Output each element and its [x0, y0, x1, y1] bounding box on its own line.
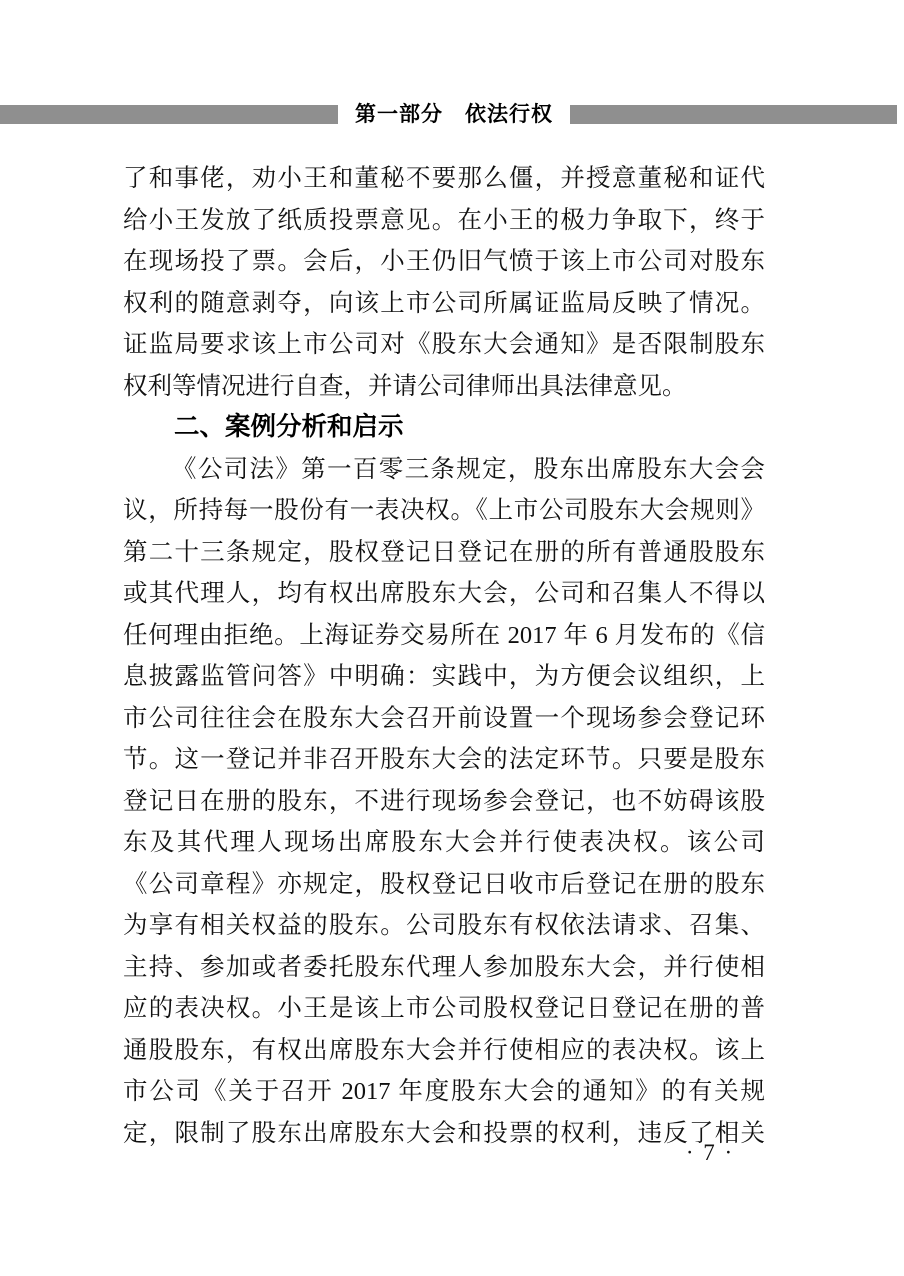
text-line: 应的表决权。小王是该上市公司股权登记日登记在册的普 — [123, 995, 765, 1022]
header-rule-right — [570, 105, 897, 124]
text-line: 息披露监管问答》中明确：实践中，为方便会议组织，上 — [123, 663, 765, 690]
text-line: 通股股东，有权出席股东大会并行使相应的表决权。该上 — [123, 1036, 765, 1064]
text-line: 给小王发放了纸质投票意见。在小王的极力争取下，终于 — [123, 206, 765, 234]
text-line: 市公司往往会在股东大会召开前设置一个现场参会登记环 — [123, 704, 765, 732]
text-line: 市公司《关于召开 2017 年度股东大会的通知》的有关规 — [123, 1078, 765, 1105]
text-line: 《公司章程》亦规定，股权登记日收市后登记在册的股东 — [123, 870, 765, 898]
header-title: 第一部分 依法行权 — [355, 103, 553, 126]
text-line: 登记日在册的股东，不进行现场参会登记，也不妨碍该股 — [123, 787, 765, 815]
page-number: · 7 · — [685, 1140, 735, 1165]
text-line: 定，限制了股东出席股东大会和投票的权利，违反了相关 — [123, 1119, 765, 1147]
text-line: 东及其代理人现场出席股东大会并行使表决权。该公司 — [123, 829, 765, 856]
text-line: 证监局要求该上市公司对《股东大会通知》是否限制股东 — [123, 331, 765, 358]
header-rule-left — [0, 105, 338, 124]
text-line: 权利的随意剥夺，向该上市公司所属证监局反映了情况。 — [123, 289, 765, 317]
text-line: 主持、参加或者委托股东代理人参加股东大会，并行使相 — [123, 953, 765, 981]
text-line: 任何理由拒绝。上海证券交易所在 2017 年 6 月发布的《信 — [123, 621, 765, 649]
text-line: 权利等情况进行自查，并请公司律师出具法律意见。 — [123, 372, 687, 400]
text-line: 《公司法》第一百零三条规定，股东出席股东大会会 — [172, 455, 765, 483]
text-line: 了和事佬，劝小王和董秘不要那么僵，并授意董秘和证代 — [123, 165, 765, 192]
text-line: 第二十三条规定，股权登记日登记在册的所有普通股股东 — [123, 538, 765, 566]
text-line: 为享有相关权益的股东。公司股东有权依法请求、召集、 — [123, 912, 765, 939]
text-line: 议，所持每一股份有一表决权。《上市公司股东大会规则》 — [123, 497, 765, 524]
text-line: 在现场投了票。会后，小王仍旧气愤于该上市公司对股东 — [123, 248, 765, 275]
body-text — [123, 158, 765, 1154]
section-heading: 二、案例分析和启示 — [174, 413, 404, 441]
running-header — [0, 0, 904, 140]
text-line: 节。这一登记并非召开股东大会的法定环节。只要是股东 — [123, 746, 765, 773]
text-line: 或其代理人，均有权出席股东大会，公司和召集人不得以 — [123, 580, 765, 607]
